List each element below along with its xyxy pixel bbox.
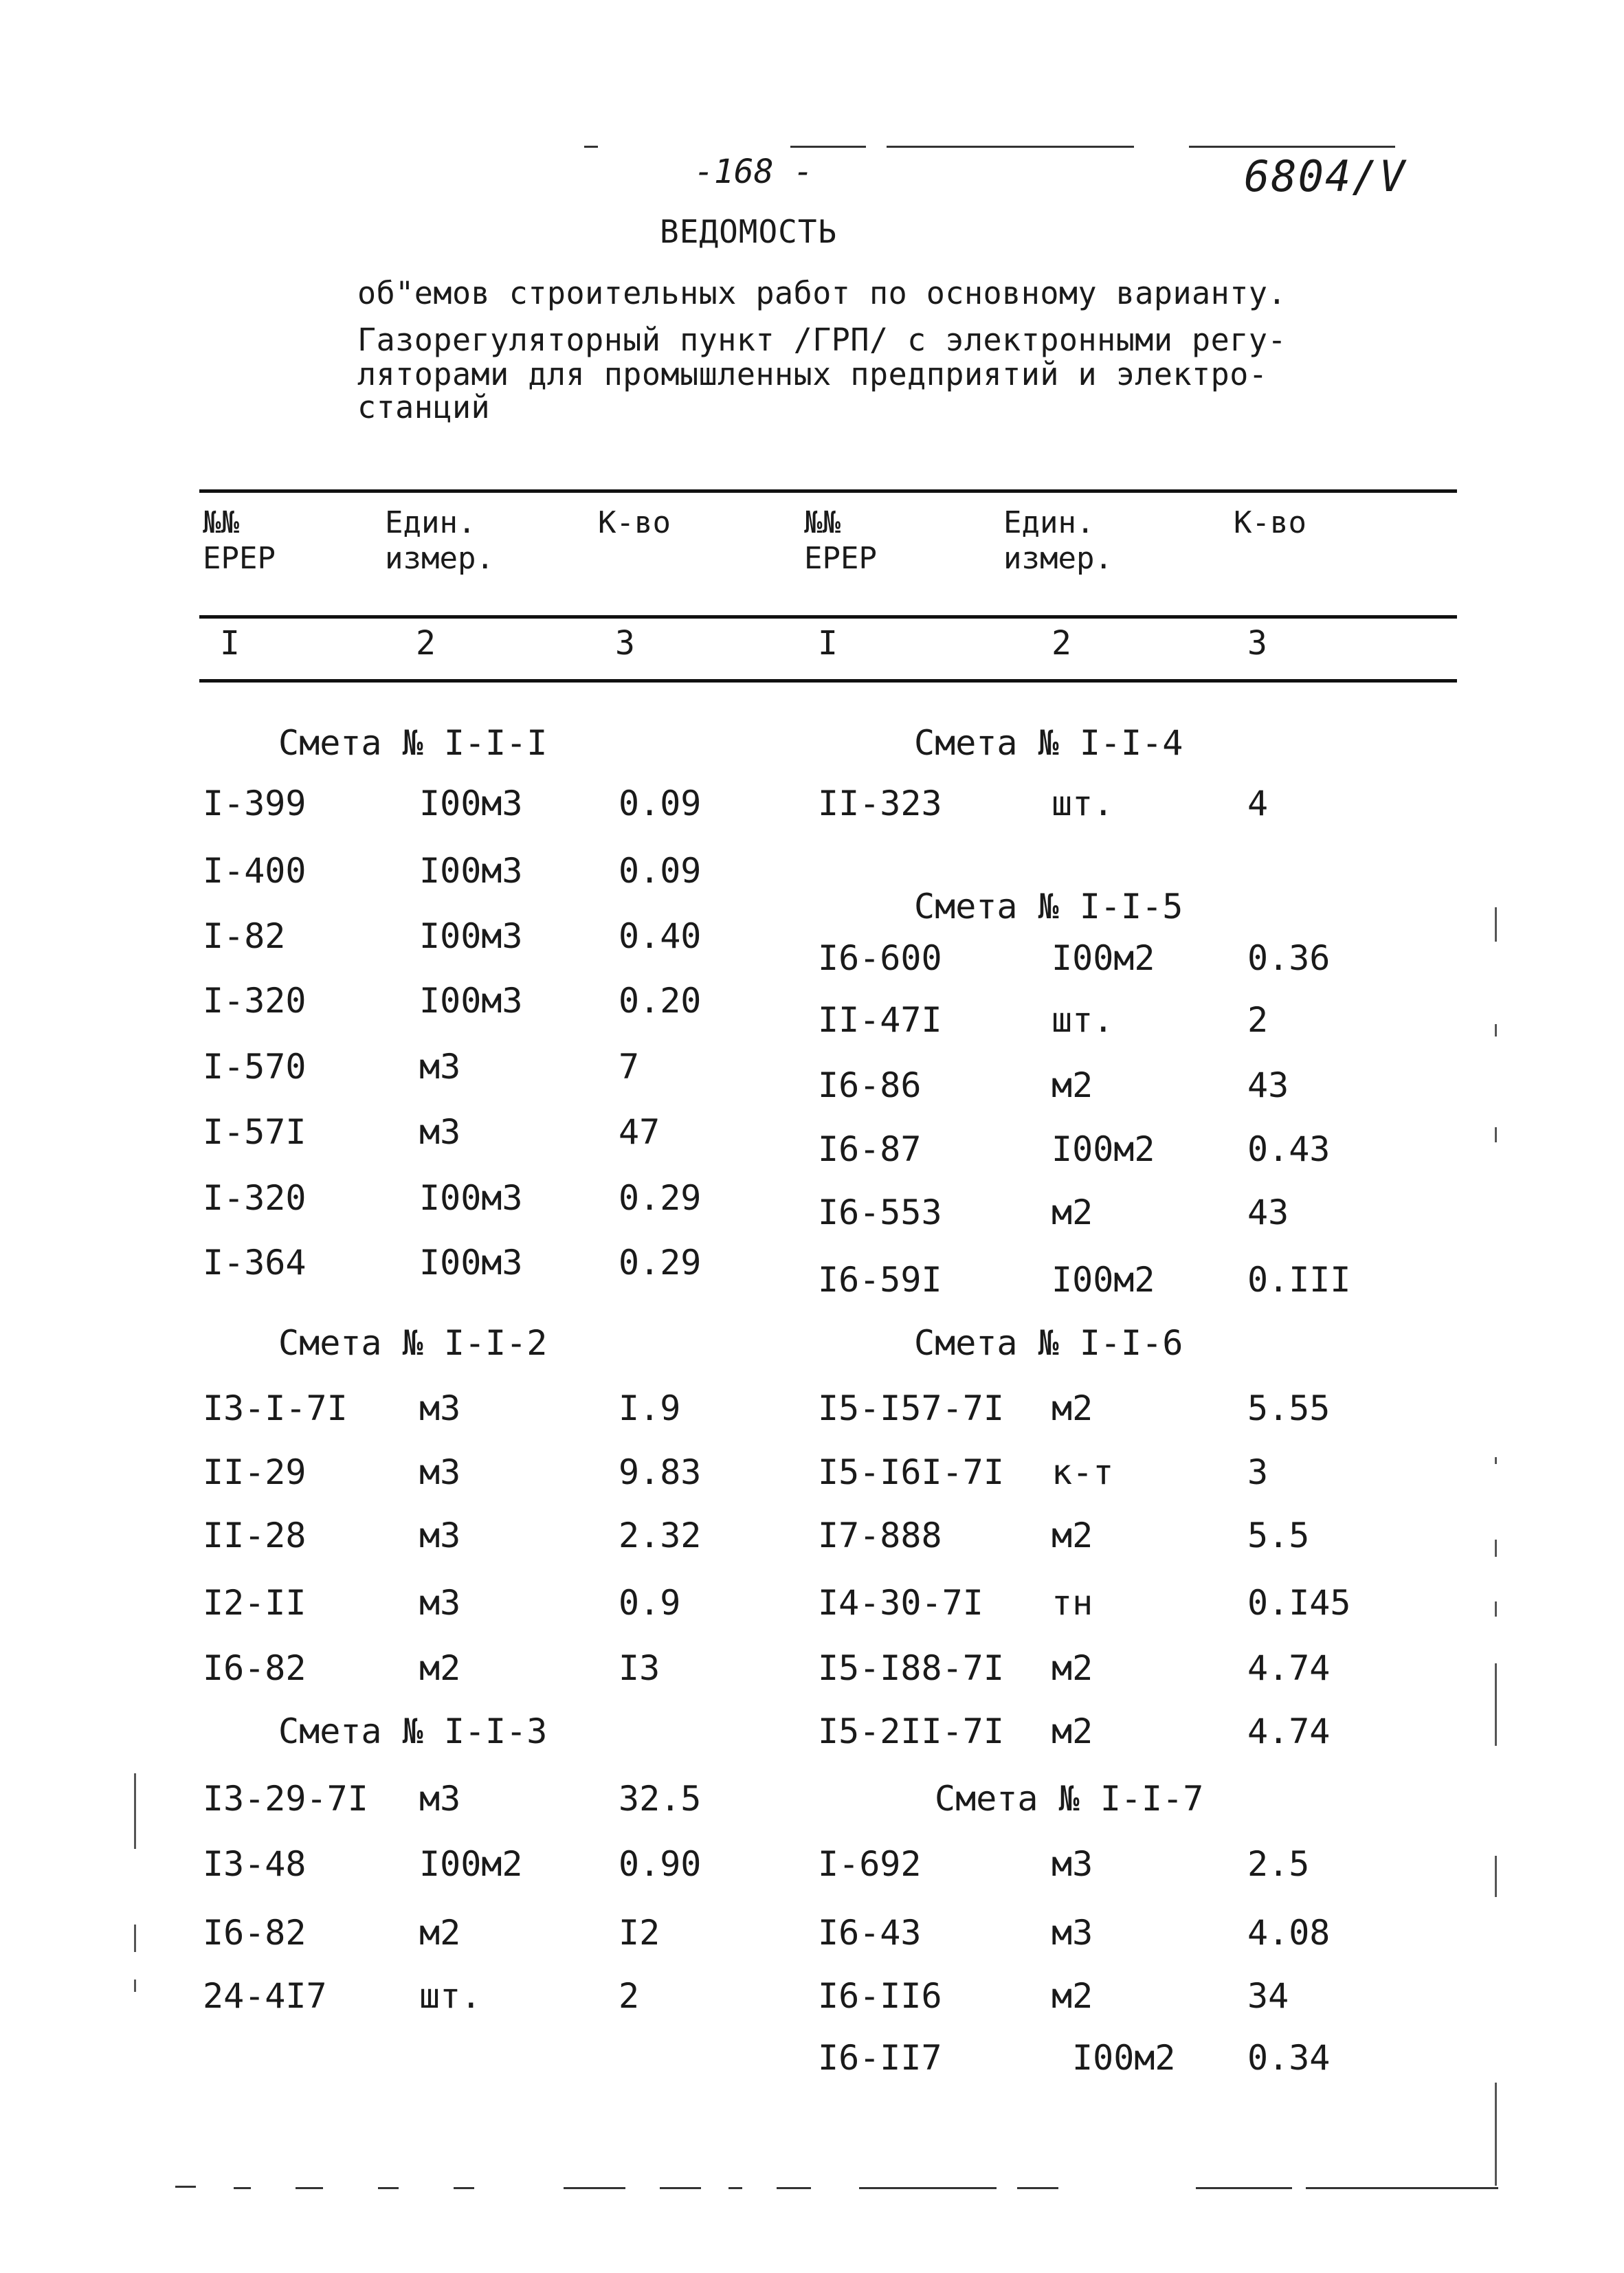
estimate-heading: Смета № I-I-I [278, 723, 548, 763]
cell-quantity: I3 [619, 1648, 660, 1688]
column-number: 3 [615, 624, 635, 663]
column-header [1003, 505, 1113, 577]
cell-code: I3-48 [203, 1844, 307, 1884]
cell-code: II-28 [203, 1516, 307, 1555]
cell-quantity: 2.5 [1247, 1844, 1310, 1884]
cell-quantity: 9.83 [619, 1452, 702, 1492]
estimate-heading: Смета № I-I-6 [914, 1323, 1183, 1363]
cell-unit: I00м3 [419, 784, 523, 823]
cell-unit: м3 [419, 1516, 461, 1555]
cell-quantity: 5.5 [1247, 1516, 1310, 1555]
margin-mark [134, 1773, 136, 1849]
cell-unit: м3 [1052, 1844, 1093, 1884]
cell-unit: м3 [1052, 1913, 1093, 1953]
page-number: -168 - [694, 153, 814, 191]
scan-dash [1306, 2187, 1498, 2189]
scan-dash [564, 2187, 625, 2189]
cell-quantity: 34 [1247, 1976, 1289, 2016]
margin-mark [134, 1980, 136, 1992]
cell-quantity: 0.40 [619, 916, 702, 956]
margin-mark [1495, 1024, 1497, 1036]
cell-code: I6-86 [818, 1065, 922, 1105]
cell-unit: I00м2 [1072, 2038, 1176, 2078]
cell-unit: м3 [419, 1583, 461, 1623]
column-header-top: №№ [203, 505, 239, 540]
scan-dash [296, 2187, 323, 2189]
table-header-rule [199, 615, 1457, 619]
cell-quantity: I.9 [619, 1388, 681, 1428]
cell-quantity: 4.74 [1247, 1711, 1331, 1751]
subtitle-line: станций [357, 389, 491, 425]
scan-dash [790, 146, 866, 148]
cell-unit: м3 [419, 1452, 461, 1492]
scan-dash [1017, 2187, 1058, 2189]
cell-quantity: 0.43 [1247, 1129, 1331, 1169]
scan-dash [859, 2187, 997, 2189]
document-code: 6804/V [1244, 151, 1406, 201]
margin-mark [1495, 907, 1497, 942]
cell-code: I6-43 [818, 1913, 922, 1953]
margin-mark [134, 1925, 136, 1952]
cell-code: I5-I57-7I [818, 1388, 1004, 1428]
scan-dash [584, 146, 598, 148]
scan-dash [887, 146, 1134, 148]
column-number: I [220, 624, 240, 663]
cell-code: II-323 [818, 784, 942, 823]
cell-quantity: 4 [1247, 784, 1269, 823]
cell-quantity: 0.90 [619, 1844, 702, 1884]
estimate-heading: Смета № I-I-2 [278, 1323, 548, 1363]
cell-unit: м2 [1052, 1388, 1093, 1428]
cell-code: I-364 [203, 1243, 307, 1283]
cell-code: I-399 [203, 784, 307, 823]
cell-code: 24-4I7 [203, 1976, 327, 2016]
cell-quantity: 4.74 [1247, 1648, 1331, 1688]
cell-code: I5-2II-7I [818, 1711, 1004, 1751]
cell-unit: м3 [419, 1779, 461, 1819]
margin-mark [1495, 1127, 1497, 1142]
cell-code: I-692 [818, 1844, 922, 1884]
column-header-top: Един. [385, 505, 476, 540]
cell-unit: шт. [1052, 1000, 1114, 1040]
cell-unit: м2 [1052, 1648, 1093, 1688]
column-header [804, 505, 877, 577]
cell-unit: м2 [419, 1913, 461, 1953]
cell-code: I3-I-7I [203, 1388, 348, 1428]
cell-quantity: 2.32 [619, 1516, 702, 1555]
cell-unit: I00м2 [1052, 1129, 1155, 1169]
cell-quantity: 43 [1247, 1065, 1289, 1105]
cell-quantity: 0.09 [619, 784, 702, 823]
cell-unit: I00м2 [419, 1844, 523, 1884]
estimate-heading: Смета № I-I-3 [278, 1711, 548, 1751]
margin-mark [1495, 1540, 1497, 1557]
cell-unit: I00м2 [1052, 1260, 1155, 1300]
cell-unit: м2 [1052, 1193, 1093, 1232]
scan-dash [660, 2187, 701, 2189]
cell-quantity: 0.36 [1247, 938, 1331, 978]
cell-quantity: I2 [619, 1913, 660, 1953]
cell-unit: I00м3 [419, 1243, 523, 1283]
cell-quantity: 0.09 [619, 851, 702, 891]
cell-unit: м2 [1052, 1516, 1093, 1555]
cell-code: I6-600 [818, 938, 942, 978]
cell-quantity: 0.29 [619, 1243, 702, 1283]
column-header [203, 505, 276, 577]
cell-unit: м2 [419, 1648, 461, 1688]
column-number: 2 [416, 624, 436, 663]
cell-quantity: 0.29 [619, 1178, 702, 1218]
cell-code: I-82 [203, 916, 286, 956]
cell-code: I-570 [203, 1047, 307, 1087]
cell-unit: I00м3 [419, 916, 523, 956]
cell-quantity: 0.20 [619, 981, 702, 1021]
cell-code: I-320 [203, 981, 307, 1021]
cell-quantity: 2 [619, 1976, 640, 2016]
table-numbers-rule [199, 679, 1457, 683]
cell-unit: тн [1052, 1583, 1093, 1623]
table-top-rule [199, 489, 1457, 493]
column-number: I [818, 624, 838, 663]
cell-unit: м3 [419, 1388, 461, 1428]
cell-code: I-400 [203, 851, 307, 891]
cell-unit: I00м3 [419, 1178, 523, 1218]
document-title: ВЕДОМОСТЬ [660, 213, 838, 250]
scan-dash [234, 2187, 251, 2189]
column-header-top: К-во [598, 505, 671, 540]
cell-unit: шт. [419, 1976, 482, 2016]
margin-mark [1495, 1601, 1497, 1617]
margin-mark [1495, 1856, 1497, 1897]
column-header [598, 505, 671, 541]
estimate-heading: Смета № I-I-4 [914, 723, 1183, 763]
cell-unit: I00м2 [1052, 938, 1155, 978]
scan-dash [1189, 146, 1395, 148]
cell-quantity: 0.III [1247, 1260, 1351, 1300]
column-header-top: №№ [804, 505, 841, 540]
cell-unit: к-т [1052, 1452, 1114, 1492]
column-header-bottom: ЕРЕР [804, 541, 877, 576]
cell-quantity: 0.I45 [1247, 1583, 1351, 1623]
scan-dash [1196, 2187, 1292, 2189]
cell-quantity: 5.55 [1247, 1388, 1331, 1428]
margin-mark [1495, 1457, 1497, 1464]
cell-quantity: 7 [619, 1047, 640, 1087]
cell-code: II-29 [203, 1452, 307, 1492]
cell-code: I5-I6I-7I [818, 1452, 1004, 1492]
column-header-bottom: ЕРЕР [203, 541, 276, 576]
cell-code: I6-553 [818, 1193, 942, 1232]
margin-mark [1495, 2083, 1497, 2186]
cell-code: I7-888 [818, 1516, 942, 1555]
cell-code: I-57I [203, 1112, 307, 1152]
cell-code: I5-I88-7I [818, 1648, 1004, 1688]
cell-code: II-47I [818, 1000, 942, 1040]
column-header-bottom: измер. [1003, 541, 1113, 576]
cell-quantity: 0.34 [1247, 2038, 1331, 2078]
scan-dash [378, 2187, 399, 2189]
cell-code: I6-II7 [818, 2038, 942, 2078]
estimate-heading: Смета № I-I-7 [935, 1779, 1204, 1819]
column-header [385, 505, 494, 577]
cell-quantity: 4.08 [1247, 1913, 1331, 1953]
cell-code: I6-82 [203, 1913, 307, 1953]
cell-quantity: 2 [1247, 1000, 1269, 1040]
cell-code: I6-II6 [818, 1976, 942, 2016]
column-number: 3 [1247, 624, 1267, 663]
cell-code: I4-30-7I [818, 1583, 983, 1623]
cell-unit: м3 [419, 1047, 461, 1087]
column-number: 2 [1052, 624, 1071, 663]
scan-dash [777, 2187, 811, 2189]
cell-code: I6-59I [818, 1260, 942, 1300]
cell-unit: м2 [1052, 1976, 1093, 2016]
cell-quantity: 3 [1247, 1452, 1269, 1492]
estimate-heading: Смета № I-I-5 [914, 887, 1183, 927]
cell-code: I6-87 [818, 1129, 922, 1169]
cell-unit: м2 [1052, 1711, 1093, 1751]
cell-unit: м3 [419, 1112, 461, 1152]
scan-dash [175, 2186, 196, 2188]
subtitle-line: об"емов строительных работ по основному варианту. [357, 275, 1287, 311]
cell-quantity: 0.9 [619, 1583, 681, 1623]
column-header-bottom: измер. [385, 541, 494, 576]
cell-unit: I00м3 [419, 981, 523, 1021]
cell-code: I-320 [203, 1178, 307, 1218]
column-header [1234, 505, 1306, 541]
column-header-top: Един. [1003, 505, 1095, 540]
cell-unit: шт. [1052, 784, 1114, 823]
cell-quantity: 43 [1247, 1193, 1289, 1232]
column-header-top: К-во [1234, 505, 1306, 540]
subtitle-line: Газорегуляторный пункт /ГРП/ с электронными регу- [357, 322, 1287, 358]
cell-code: I3-29-7I [203, 1779, 368, 1819]
cell-code: I2-II [203, 1583, 307, 1623]
scan-dash [728, 2187, 742, 2189]
margin-mark [1495, 1663, 1497, 1746]
cell-code: I6-82 [203, 1648, 307, 1688]
cell-quantity: 32.5 [619, 1779, 702, 1819]
subtitle-line: ляторами для промышленных предприятий и электро- [357, 356, 1268, 392]
cell-unit: I00м3 [419, 851, 523, 891]
cell-quantity: 47 [619, 1112, 660, 1152]
scan-dash [454, 2187, 474, 2189]
cell-unit: м2 [1052, 1065, 1093, 1105]
